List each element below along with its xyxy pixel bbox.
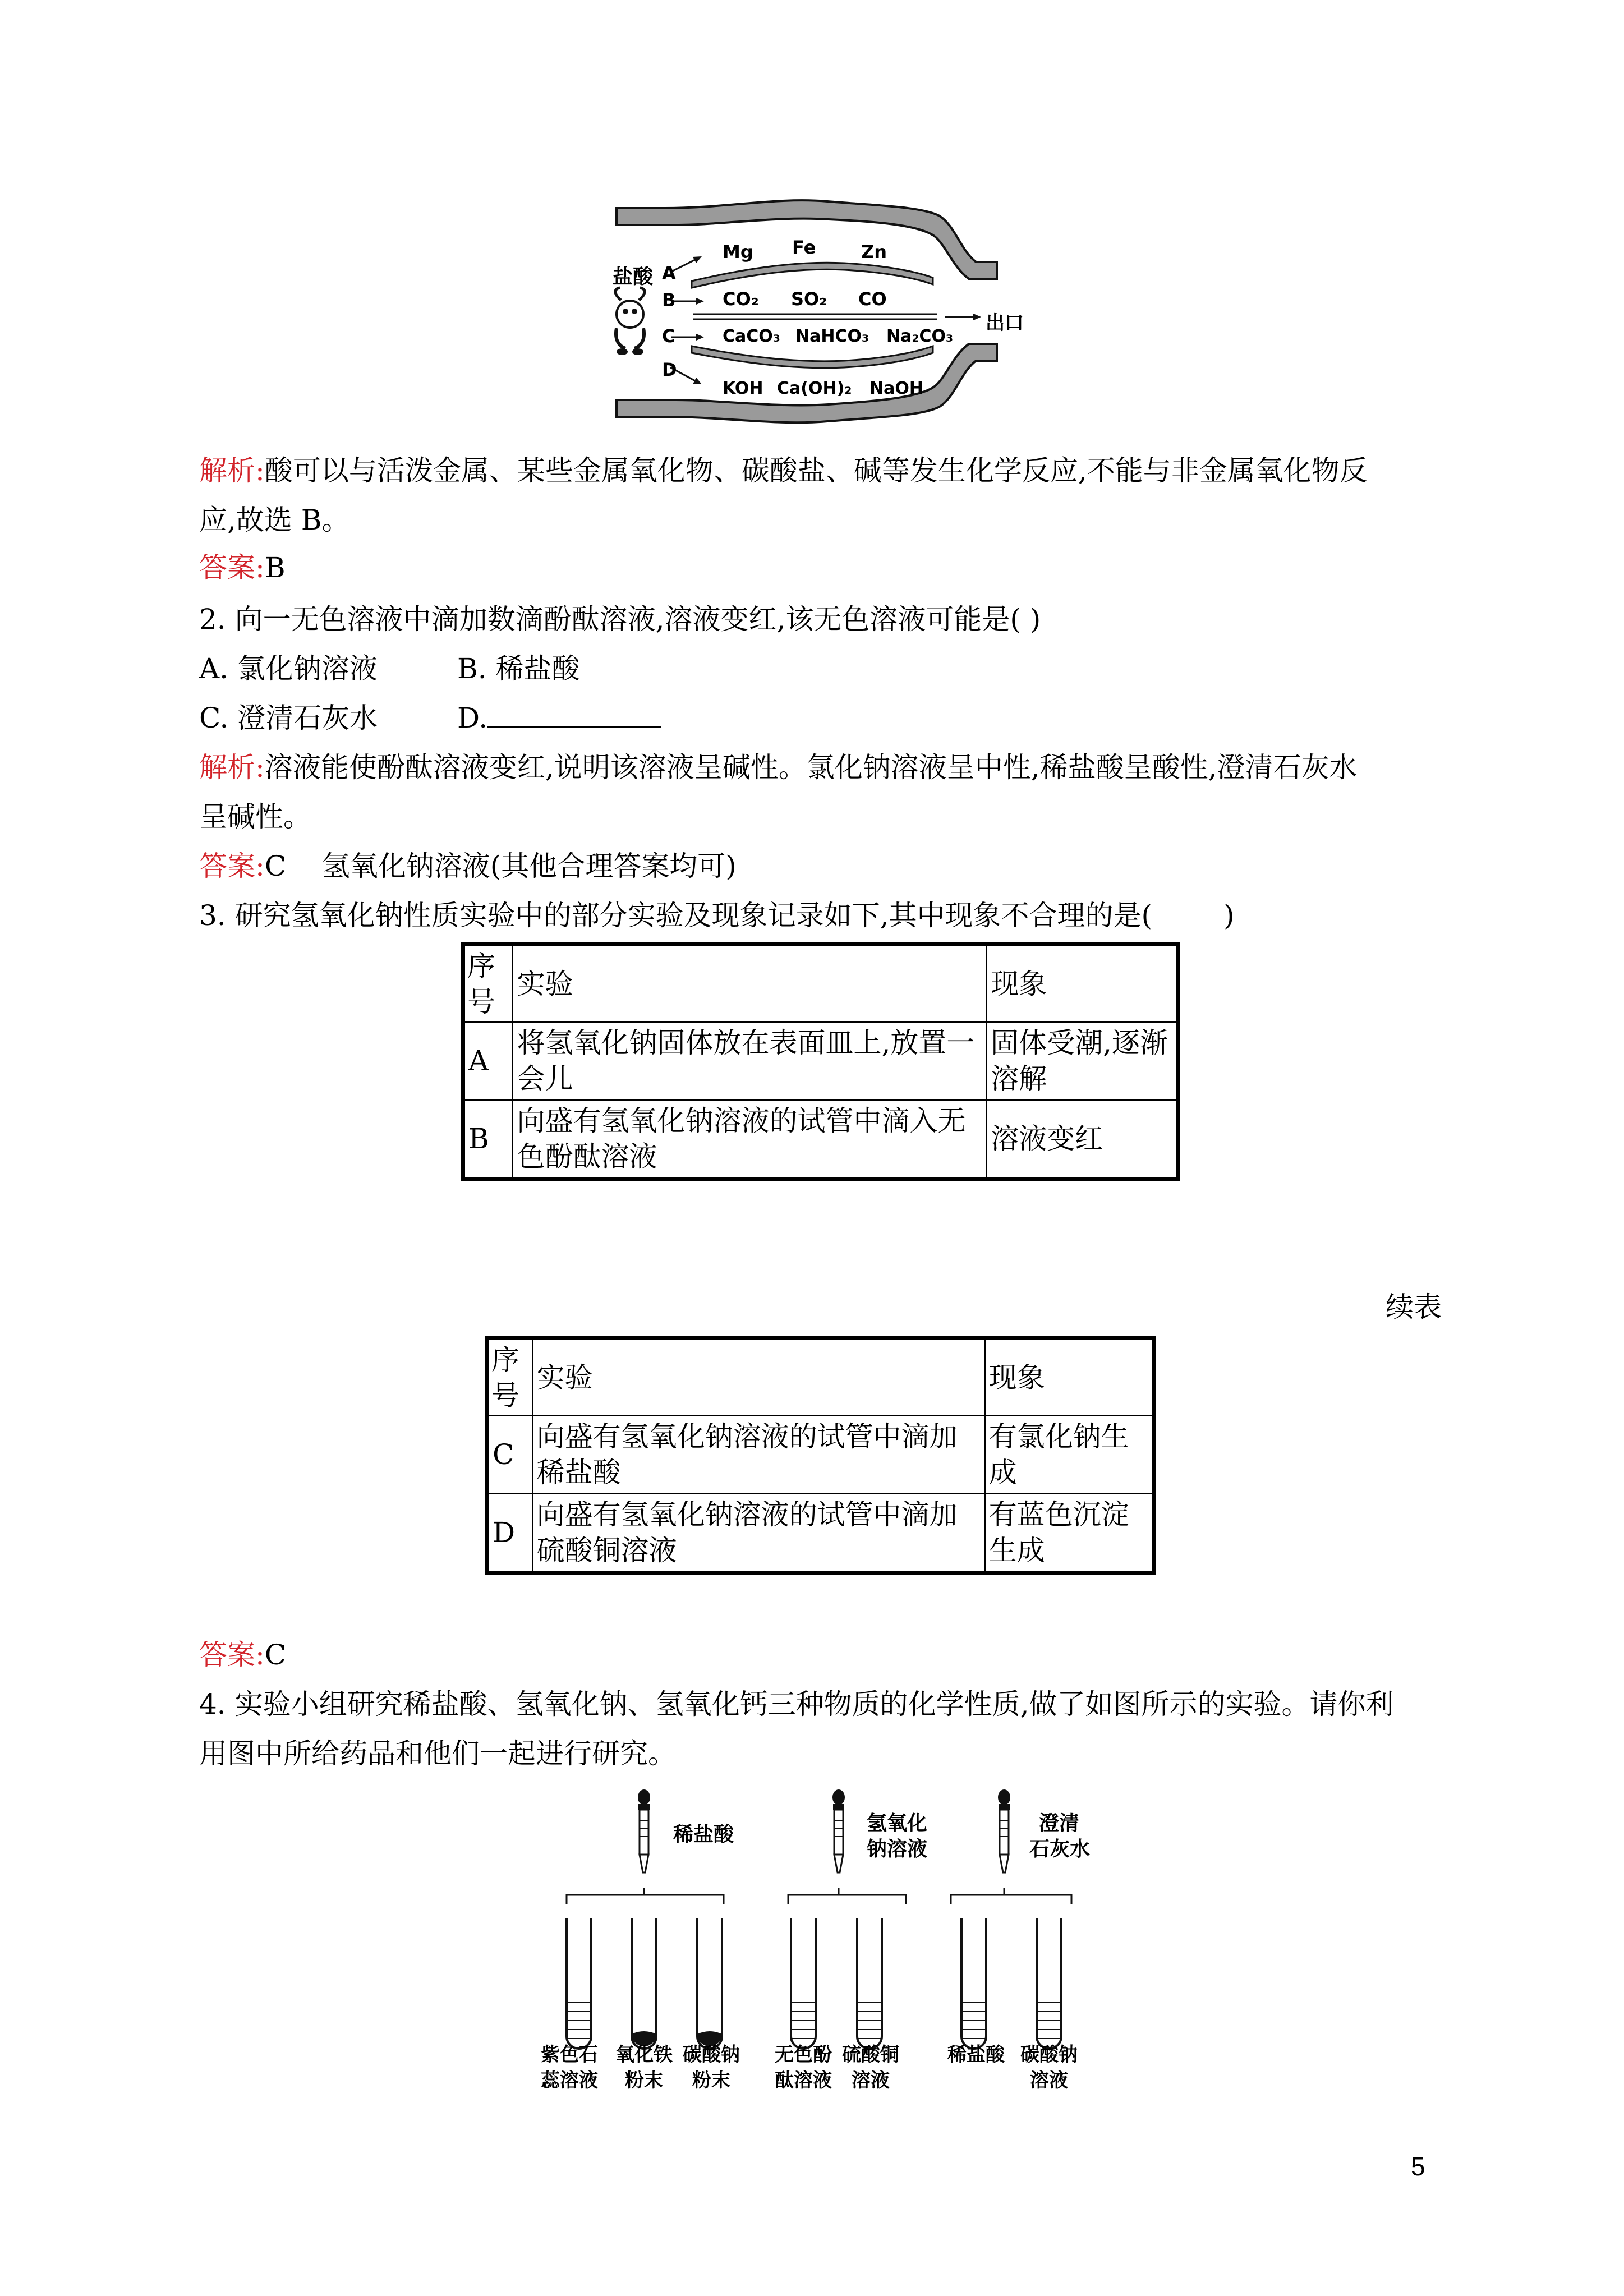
q1-analysis-line1: 酸可以与活泼金属、某些金属氧化物、碳酸盐、碱等发生化学反应,不能与非金属氧化物反	[264, 454, 1368, 487]
q1-analysis-line2: 应,故选 B。	[199, 504, 350, 536]
table-row	[463, 1022, 1179, 1100]
oxide-so2: SO₂	[791, 288, 827, 310]
channel-letter-d: D	[662, 359, 677, 380]
row-index: D	[487, 1494, 533, 1573]
header-index: 序号	[487, 1338, 533, 1416]
test-tube-icon	[567, 1918, 591, 2049]
row-phenomenon: 有氯化钠生成	[984, 1416, 1154, 1494]
q4-stem	[199, 1680, 1428, 1778]
q2-blank-line	[487, 697, 661, 728]
row-index: A	[463, 1022, 513, 1100]
header-experiment: 实验	[532, 1338, 984, 1416]
tube-label: 硫酸铜 溶液	[842, 2044, 899, 2092]
q3-answer-value: C	[264, 1639, 287, 1671]
dropper-label-naoh-2: 钠溶液	[867, 1838, 928, 1861]
q3-answer	[199, 1630, 1428, 1680]
answer-label: 答案:	[199, 551, 265, 584]
q2-analysis-line2: 呈碱性。	[199, 800, 311, 833]
test-tube-icon	[791, 1918, 816, 2049]
page-number: 5	[1411, 2152, 1425, 2181]
continued-table-label: 续表	[1386, 1291, 1442, 1323]
channel-letter-b: B	[662, 289, 676, 311]
row-phenomenon: 溶液变红	[987, 1100, 1179, 1179]
dropper-icon	[998, 1789, 1010, 1872]
test-tube-icon	[632, 1918, 656, 2049]
answer-label: 答案:	[199, 1639, 265, 1671]
test-tube-icon	[1037, 1918, 1061, 2049]
q2-option-b: B. 稀盐酸	[457, 652, 580, 685]
q1-analysis	[199, 446, 1428, 545]
q1-answer	[199, 543, 1428, 592]
oxide-co2: CO₂	[723, 288, 759, 310]
tube-label: 碳酸钠 溶液	[1020, 2044, 1078, 2092]
cartoon-figure-icon	[615, 288, 645, 355]
oxide-co: CO	[858, 288, 887, 310]
dropper-label-hcl: 稀盐酸	[673, 1823, 734, 1846]
header-phenomenon: 现象	[987, 945, 1179, 1022]
table-header-row	[487, 1338, 1154, 1416]
q3-table-part2	[485, 1336, 1156, 1575]
metal-fe: Fe	[792, 237, 816, 258]
test-tube-icon	[961, 1918, 986, 2049]
table-row	[487, 1416, 1154, 1494]
salt-nahco3: NaHCO₃	[795, 326, 869, 346]
q2-options-row1	[199, 644, 1428, 693]
q2-options-row2	[199, 693, 1428, 743]
row-experiment: 向盛有氢氧化钠溶液的试管中滴加硫酸铜溶液	[532, 1494, 984, 1573]
q2-analysis	[199, 743, 1428, 841]
base-koh: KOH	[723, 379, 763, 398]
tube-label: 氧化铁 粉末	[615, 2044, 673, 2092]
acid-label: 盐酸	[613, 265, 654, 288]
exit-label: 出口	[986, 312, 1024, 334]
channel-letter-c: C	[662, 325, 675, 347]
q2-answer-value: C 氢氧化钠溶液(其他合理答案均可)	[264, 850, 737, 882]
tube-label: 稀盐酸	[947, 2044, 1005, 2066]
row-phenomenon: 有蓝色沉淀生成	[984, 1494, 1154, 1573]
header-experiment: 实验	[513, 945, 987, 1022]
tube-label: 无色酚 酞溶液	[775, 2044, 832, 2092]
channel-letter-a: A	[662, 263, 676, 284]
table-row	[463, 1100, 1179, 1179]
tube-label: 紫色石 蕊溶液	[541, 2044, 598, 2092]
row-experiment: 向盛有氢氧化钠溶液的试管中滴入无色酚酞溶液	[513, 1100, 987, 1179]
test-tube-icon	[857, 1918, 882, 2049]
table-header-row	[463, 945, 1179, 1022]
row-index: C	[487, 1416, 533, 1494]
metal-mg: Mg	[723, 241, 753, 263]
dropper-label-naoh-1: 氢氧化	[867, 1812, 928, 1835]
salt-na2co3: Na₂CO₃	[886, 326, 954, 346]
dropper-label-limewater-1: 澄清	[1039, 1812, 1080, 1835]
header-phenomenon: 现象	[984, 1338, 1154, 1416]
q2-answer	[199, 841, 1428, 891]
dropper-icon	[638, 1789, 650, 1872]
row-experiment: 向盛有氢氧化钠溶液的试管中滴加稀盐酸	[532, 1416, 984, 1494]
header-index: 序号	[463, 945, 513, 1022]
q2-option-a: A. 氯化钠溶液	[199, 652, 378, 685]
q4-stem-line2: 用图中所给药品和他们一起进行研究。	[199, 1737, 676, 1770]
table-row	[487, 1494, 1154, 1573]
q1-answer-value: B	[264, 551, 286, 584]
q2-option-c: C. 澄清石灰水	[199, 702, 378, 734]
test-tube-icon	[697, 1918, 722, 2049]
base-naoh: NaOH	[869, 379, 923, 398]
q2-analysis-line1: 溶液能使酚酞溶液变红,说明该溶液呈碱性。氯化钠溶液呈中性,稀盐酸呈酸性,澄清石灰水	[264, 751, 1358, 784]
answer-label: 答案:	[199, 850, 265, 882]
q3-stem: 3. 研究氢氧化钠性质实验中的部分实验及现象记录如下,其中现象不合理的是( )	[199, 899, 1235, 932]
dropper-icon	[832, 1789, 845, 1872]
analysis-label: 解析:	[199, 454, 265, 487]
row-phenomenon: 固体受潮,逐渐溶解	[987, 1022, 1179, 1100]
tube-label: 碳酸钠 粉末	[683, 2044, 740, 2092]
analysis-label: 解析:	[199, 751, 265, 784]
dropper-label-limewater-2: 石灰水	[1029, 1838, 1091, 1861]
q2-option-d: D.	[457, 702, 488, 734]
row-index: B	[463, 1100, 513, 1179]
row-experiment: 将氢氧化钠固体放在表面皿上,放置一会儿	[513, 1022, 987, 1100]
q2-stem: 2. 向一无色溶液中滴加数滴酚酞溶液,溶液变红,该无色溶液可能是( )	[199, 603, 1041, 636]
q4-stem-line1: 4. 实验小组研究稀盐酸、氢氧化钠、氢氧化钙三种物质的化学性质,做了如图所示的实验。请你利	[199, 1688, 1394, 1720]
salt-caco3: CaCO₃	[723, 326, 780, 346]
base-caoh2: Ca(OH)₂	[777, 379, 852, 398]
q3-table-part1	[461, 942, 1180, 1181]
metal-zn: Zn	[861, 241, 887, 263]
